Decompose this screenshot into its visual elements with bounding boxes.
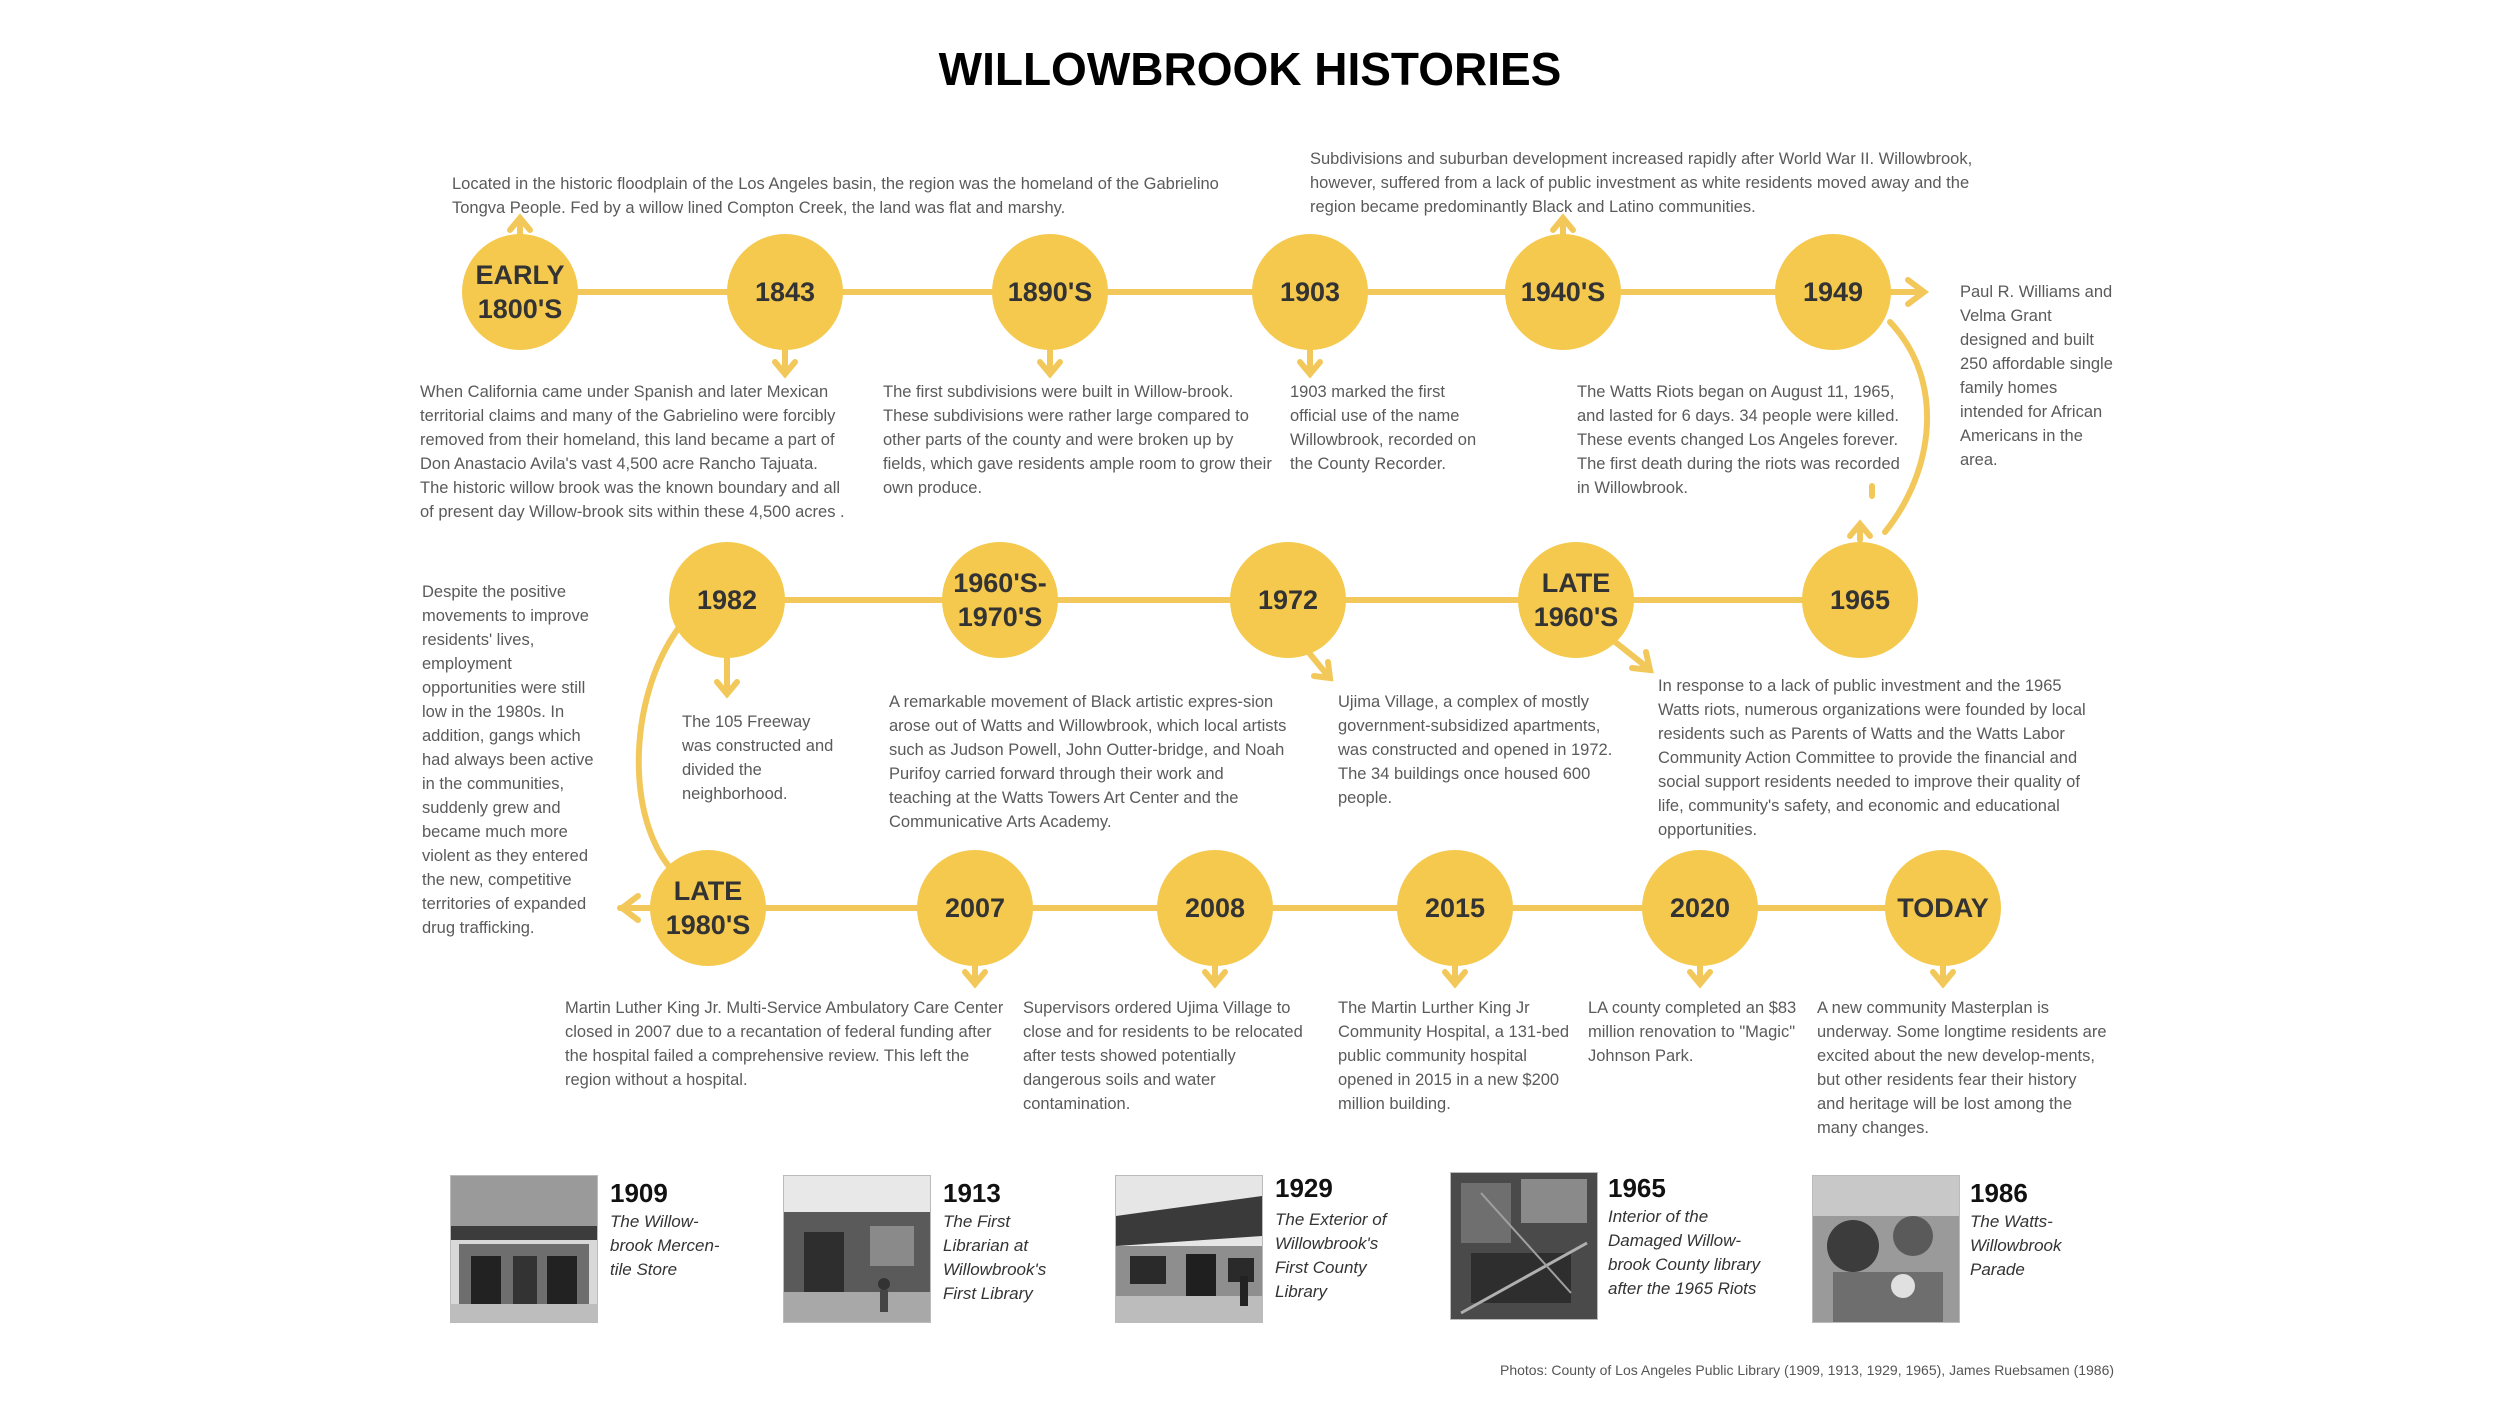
page-title: WILLOWBROOK HISTORIES [938,43,1562,95]
desc-1903: 1903 marked the first official use of the name Willowbrook, recorded on the County Recorder. [1290,383,1477,473]
photo-caption-1965: Interior of the Damaged Willow-brook County library after the 1965 Riots [1608,1207,1761,1298]
desc-1965: The Watts Riots began on August 11, 1965, and lasted for 6 days. 34 people were killed. These events changed Los Angeles forever. The first death during the riots was recorded in Willowbrook. [1577,383,1900,497]
node-late-1960s: LATE 1960'S [1518,542,1634,658]
photo-1909 [450,1175,598,1323]
node-1965: 1965 [1802,542,1918,658]
desc-1982: The 105 Freeway was constructed and divided the neighborhood. [682,713,834,803]
node-today: TODAY [1885,850,2001,966]
node-1960s-1970s: 1960'S- 1970'S [942,542,1058,658]
desc-2008: Supervisors ordered Ujima Village to close and for residents to be relocated after tests showed potentially dangerous soils and water contamination. [1023,999,1303,1113]
node-1940s: 1940'S [1505,234,1621,350]
desc-1949: Paul R. Williams and Velma Grant designed and built 250 affordable single family homes intended for African Americans in the area. [1960,283,2113,469]
node-1890s: 1890'S [992,234,1108,350]
desc-late-1960s: In response to a lack of public investment and the 1965 Watts riots, numerous organizations were founded by local residents such as Parents of Watts and the Watts Labor Community Action Committee to provide the financial and social support residents needed to improve their quality of life, community's safety, and economic and educational opportunities. [1658,677,2086,839]
node-2020: 2020 [1642,850,1758,966]
node-2015: 2015 [1397,850,1513,966]
node-2007: 2007 [917,850,1033,966]
library-exterior-photo-icon [1116,1176,1262,1322]
desc-2007: Martin Luther King Jr. Multi-Service Ambulatory Care Center closed in 2007 due to a recantation of federal funding after the hospital failed a comprehensive review. This left the region without a hospital. [565,999,1004,1089]
desc-1890s: The first subdivisions were built in Willow-brook. These subdivisions were rather large compared to other parts of the county and were broken up by fields, which gave residents ample room to grow their own produce. [883,383,1272,497]
node-1972: 1972 [1230,542,1346,658]
photo-caption-1929: The Exterior of Willowbrook's First County Library [1275,1210,1387,1301]
connector-1982-to-late-1980s [639,626,680,878]
photo-1986 [1812,1175,1960,1323]
photo-year-1986: 1986 [1970,1178,2028,1208]
photo-year-1909: 1909 [610,1178,668,1208]
photo-year-1965: 1965 [1608,1173,1666,1203]
node-2008: 2008 [1157,850,1273,966]
node-late-1980s: LATE 1980'S [650,850,766,966]
desc-1940s: Subdivisions and suburban development increased rapidly after World War II. Willowbrook, however, suffered from a lack of public investment as white residents moved away and the region became predominantly Black and Latino communities. [1310,150,1973,216]
node-1949: 1949 [1775,234,1891,350]
photo-year-1913: 1913 [943,1178,1001,1208]
photo-caption-1986: The Watts-Willowbrook Parade [1970,1212,2062,1279]
desc-1972: Ujima Village, a complex of mostly government-subsidized apartments, was constructed and opened in 1972. The 34 buildings once housed 600 people. [1338,693,1613,807]
desc-1960s-1970s: A remarkable movement of Black artistic expres-sion arose out of Watts and Willowbrook, which local artists such as Judson Powell, John Outter-bridge, and Noah Purifoy carried forward through their work and teaching at the Watts Towers Art Center and the Communicative Arts Academy. [889,693,1287,831]
desc-2015: The Martin Lurther King Jr Community Hospital, a 131-bed public community hospital opened in 2015 in a new $200 million building. [1338,999,1570,1113]
photo-caption-1913: The First Librarian at Willowbrook's First Library [943,1212,1047,1303]
desc-today: A new community Masterplan is underway. Some longtime residents are excited about the new develop-ments, but other residents fear their history and heritage will be lost among the many changes. [1817,999,2107,1137]
photo-1913 [783,1175,931,1323]
photo-caption-1909: The Willow-brook Mercen-tile Store [610,1212,720,1279]
desc-late-1980s: Despite the positive movements to improve residents' lives, employment opportunities were still low in the 1980s. In addition, gangs which had always been active in the communities, suddenly grew and became much more violent as they entered the new, competitive territories of expanded drug trafficking. [422,583,594,937]
node-early-1800s: EARLY 1800'S [462,234,578,350]
parade-photo-icon [1813,1176,1959,1322]
desc-2020: LA county completed an $83 million renovation to "Magic" Johnson Park. [1588,999,1797,1065]
librarian-photo-icon [784,1176,930,1322]
store-photo-icon [451,1176,597,1322]
photo-1965 [1450,1172,1598,1320]
photo-year-1929: 1929 [1275,1173,1333,1203]
damaged-library-photo-icon [1451,1173,1597,1319]
photo-credit: Photos: County of Los Angeles Public Library (1909, 1913, 1929, 1965), James Ruebsamen (1986) [1500,1362,2115,1378]
node-1903: 1903 [1252,234,1368,350]
desc-1843: When California came under Spanish and later Mexican territorial claims and many of the Gabrielino were forcibly removed from their homeland, this land became a part of Don Anastacio Avila's vast 4,500 acre Rancho Tajuata. The historic willow brook was the known boundary and all of present day Willow-brook sits within these 4,500 acres . [420,383,845,521]
desc-early-1800s: Located in the historic floodplain of the Los Angeles basin, the region was the homeland of the Gabrielino Tongva People. Fed by a willow lined Compton Creek, the land was flat and marshy. [452,175,1219,217]
node-1843: 1843 [727,234,843,350]
node-1982: 1982 [669,542,785,658]
photo-1929 [1115,1175,1263,1323]
